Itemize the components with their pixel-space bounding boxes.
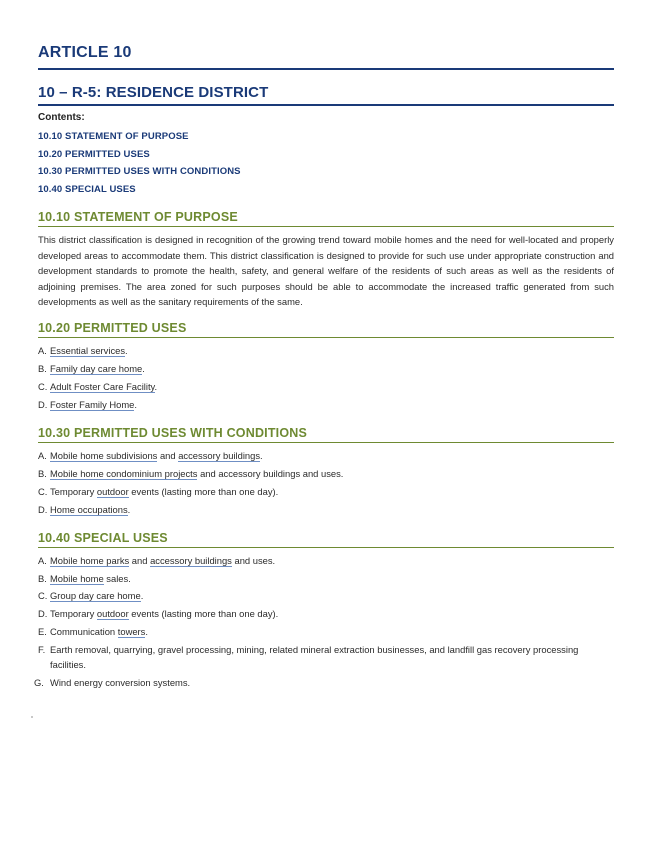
section-permitted-uses <box>38 321 614 414</box>
list-item-text <box>50 447 614 465</box>
list-item-text-fragment: and <box>157 450 179 462</box>
permitted-uses-list <box>38 342 614 414</box>
list-item-letter: C. <box>38 485 48 497</box>
list-item <box>38 552 614 570</box>
contents-link-permitted-uses-with-conditions[interactable]: 10.30 PERMITTED USES WITH CONDITIONS <box>38 166 241 178</box>
scan-speck <box>31 716 33 718</box>
list-item-text-fragment: sales. <box>103 572 131 584</box>
list-item-text-fragment: Communication <box>50 626 118 638</box>
defined-term-link[interactable]: Mobile home subdivisions <box>50 450 158 462</box>
list-item <box>38 605 614 623</box>
defined-term-link[interactable]: outdoor <box>96 485 129 497</box>
list-item-text-fragment: Earth removal, quarrying, gravel processing, mining, related mineral extraction businesses, and landfill gas recovery processing facilities. <box>50 644 579 670</box>
contents-link-permitted-uses[interactable]: 10.20 PERMITTED USES <box>38 148 150 160</box>
list-item-text <box>50 674 614 692</box>
list-item-letter: A. <box>38 450 47 462</box>
list-item-text <box>50 570 614 588</box>
list-item-letter: C. <box>38 590 48 602</box>
special-uses-list <box>34 552 614 692</box>
list-item <box>38 342 614 360</box>
list-item <box>38 360 614 378</box>
list-item <box>38 396 614 414</box>
list-item-text-fragment: . <box>145 626 148 638</box>
contents-link-purpose[interactable]: 10.10 STATEMENT OF PURPOSE <box>38 131 189 142</box>
list-item-letter: E. <box>38 626 47 638</box>
section-title-purpose: 10.10 STATEMENT OF PURPOSE <box>38 210 614 227</box>
defined-term-link[interactable]: outdoor <box>96 608 129 620</box>
defined-term-link[interactable]: Foster Family Home <box>50 399 135 411</box>
list-item-letter: F. <box>38 644 46 656</box>
list-item <box>38 501 614 519</box>
list-item-text-fragment: and <box>129 554 151 566</box>
list-item-text-fragment: . <box>127 503 131 515</box>
list-item <box>38 447 614 465</box>
list-item-letter: A. <box>38 345 47 357</box>
document-page <box>34 44 614 692</box>
list-item <box>38 378 614 396</box>
conditional-uses-list <box>38 447 614 519</box>
district-title: 10 – R-5: RESIDENCE DISTRICT <box>38 84 614 106</box>
list-item-text <box>50 605 614 623</box>
list-item <box>38 570 614 588</box>
list-item <box>34 674 614 692</box>
list-item-letter: B. <box>38 467 47 479</box>
list-item-text <box>50 465 614 483</box>
defined-term-link[interactable]: towers <box>117 626 146 638</box>
list-item-text <box>50 552 614 570</box>
list-item <box>38 465 614 483</box>
list-item-letter: C. <box>38 381 48 393</box>
list-item-letter: D. <box>38 399 48 411</box>
list-item-text <box>50 623 614 641</box>
list-item-text-fragment: . <box>260 450 263 462</box>
defined-term-link[interactable]: Mobile home parks <box>50 554 130 566</box>
section-conditional-uses <box>38 426 614 519</box>
section-special-uses <box>34 530 614 692</box>
list-item-text <box>50 501 614 519</box>
list-item-text-fragment: . <box>140 590 144 602</box>
list-item-text-fragment: Wind energy conversion systems. <box>50 677 191 689</box>
list-item-text-fragment: and uses. <box>231 554 276 566</box>
list-item-text-fragment: events (lasting more than one day). <box>128 608 279 620</box>
contents-label: Contents: <box>38 112 85 123</box>
list-item-text <box>50 378 614 396</box>
list-item-text-fragment: and accessory buildings and uses. <box>197 467 344 479</box>
list-item-letter: G. <box>34 677 44 689</box>
section-purpose <box>38 210 614 309</box>
list-item-letter: B. <box>38 363 47 375</box>
list-item-text-fragment: . <box>142 363 145 375</box>
defined-term-link[interactable]: Adult Foster Care Facility <box>50 381 155 393</box>
section-title-special-uses: 10.40 SPECIAL USES <box>38 531 614 548</box>
defined-term-link[interactable]: Home occupations <box>50 503 128 515</box>
list-item <box>38 623 614 641</box>
list-item-text <box>50 587 614 605</box>
purpose-paragraph: This district classification is designed in recognition of the growing trend toward mobile homes and the need for well-located and properly developed areas to accommodate them. This district classification is designed to provide for such use under appropriate construction and development standards to promote the health, safety, and general welfare of the residents of such areas as well as the residents of adjoining premises. The area zoned for such purposes should be able to accommodate the increased traffic generated from such developments as well as the sanitary requirements of the same. <box>38 234 614 307</box>
defined-term-link[interactable]: accessory buildings <box>178 450 261 462</box>
list-item-text <box>50 483 614 501</box>
list-item <box>38 641 614 672</box>
section-title-permitted-uses: 10.20 PERMITTED USES <box>38 321 614 338</box>
contents-link-special-uses[interactable]: 10.40 SPECIAL USES <box>38 183 136 195</box>
list-item-text-fragment: . <box>134 399 137 411</box>
list-item <box>38 587 614 605</box>
section-title-conditional-uses: 10.30 PERMITTED USES WITH CONDITIONS <box>38 426 614 443</box>
article-title: ARTICLE 10 <box>38 44 614 70</box>
list-item-letter: D. <box>38 503 48 515</box>
list-item-text-fragment: events (lasting more than one day). <box>128 485 279 497</box>
defined-term-link[interactable]: accessory buildings <box>150 554 232 566</box>
list-item-text <box>50 396 614 414</box>
list-item-text-fragment: . <box>125 345 128 357</box>
list-item-letter: D. <box>38 608 48 620</box>
defined-term-link[interactable]: Group day care home <box>50 590 141 602</box>
list-item-letter: A. <box>38 554 47 566</box>
list-item <box>38 483 614 501</box>
list-item-text <box>50 342 614 360</box>
defined-term-link[interactable]: Mobile home condominium projects <box>50 467 198 479</box>
defined-term-link[interactable]: Family day care home <box>50 363 143 375</box>
list-item-text-fragment: . <box>154 381 158 393</box>
contents-block <box>38 112 614 198</box>
list-item-text-fragment: Temporary <box>50 485 97 497</box>
defined-term-link[interactable]: Mobile home <box>50 572 104 584</box>
list-item-letter: B. <box>38 572 47 584</box>
list-item-text <box>50 641 614 672</box>
defined-term-link[interactable]: Essential services <box>50 345 126 357</box>
list-item-text-fragment: Temporary <box>50 608 97 620</box>
list-item-text <box>50 360 614 378</box>
